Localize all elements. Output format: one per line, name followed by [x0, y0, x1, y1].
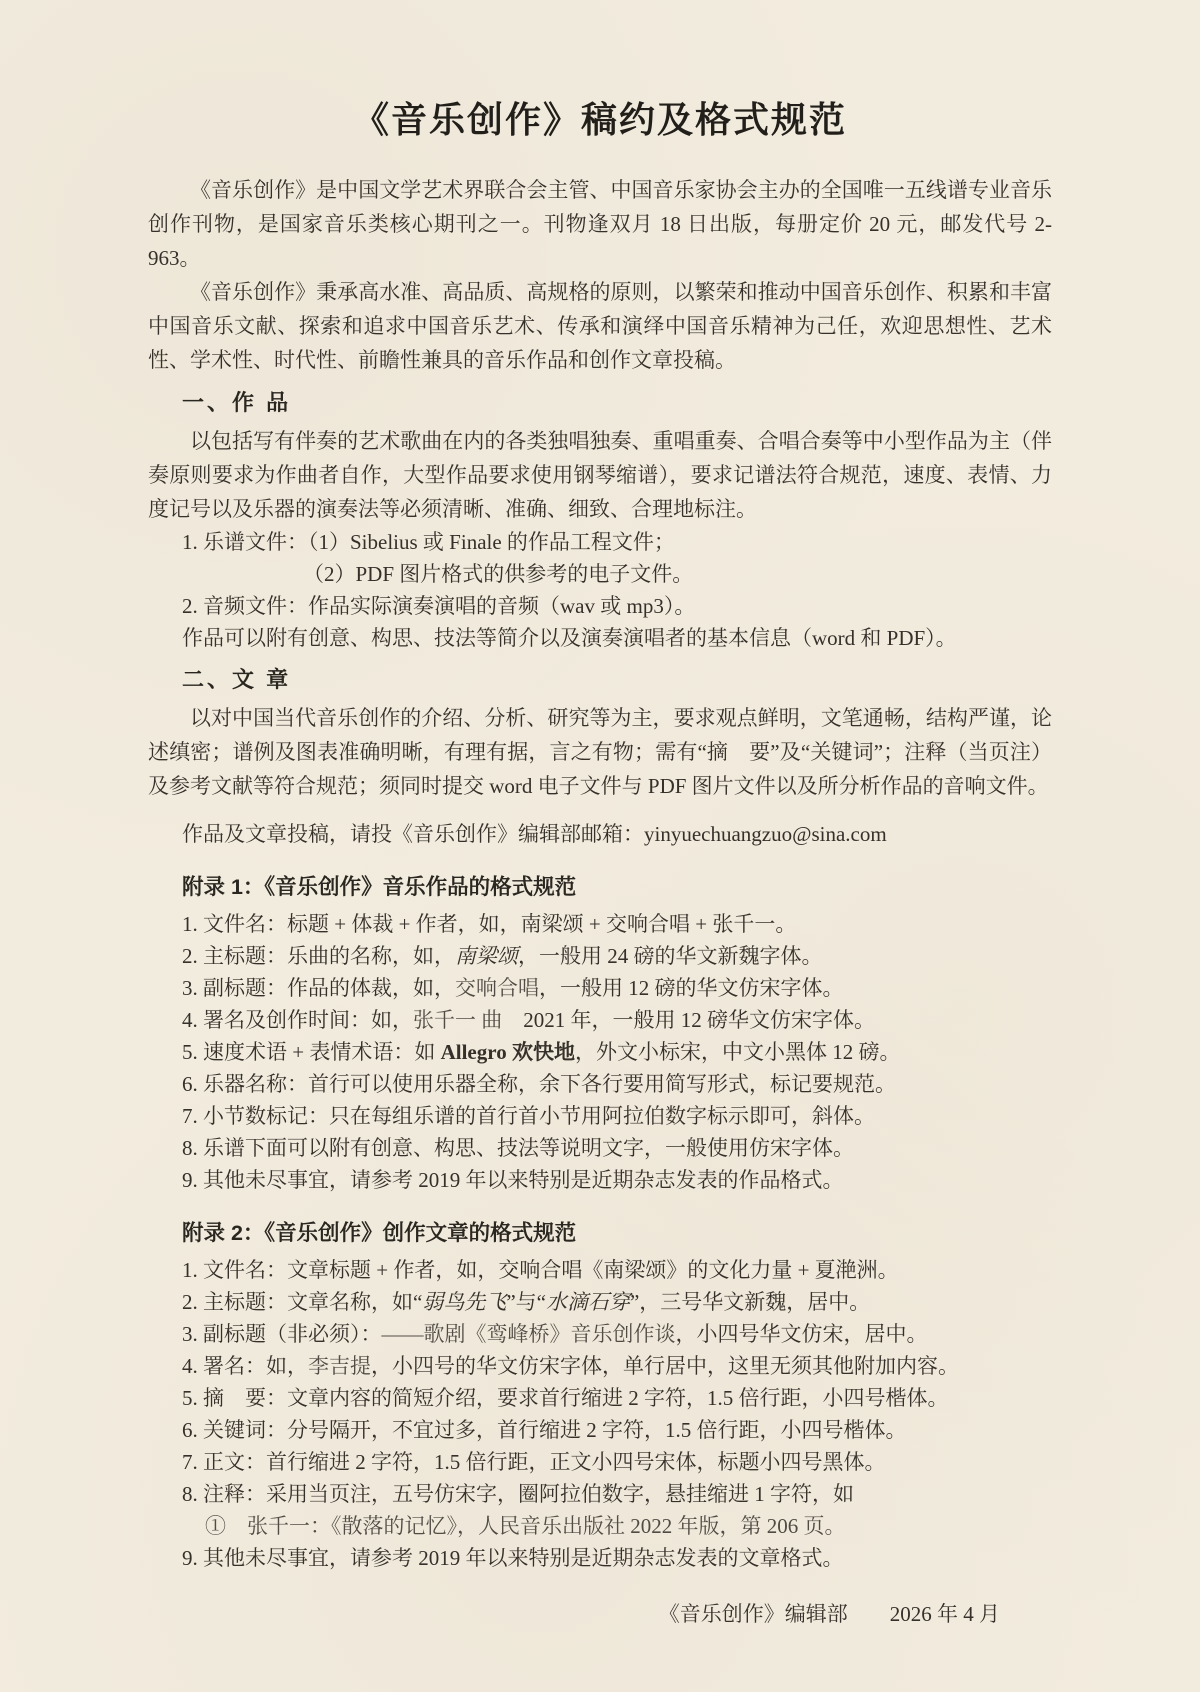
appendix-2-item: 6. 关键词：分号隔开，不宜过多，首行缩进 2 字符，1.5 倍行距，小四号楷体。	[182, 1418, 907, 1442]
section-1-item-pdf-files: （2）PDF 图片格式的供参考的电子文件。	[303, 562, 694, 586]
appendix-2-item: 8. 注释：采用当页注，五号仿宋字，圈阿拉伯数字，悬挂缩进 1 字符，如	[182, 1482, 854, 1506]
intro-paragraph-1: 《音乐创作》是中国文学艺术界联合会主管、中国音乐家协会主办的全国唯一五线谱专业音乐创作刊物，是国家音乐类核心期刊之一。刊物逢双月 18 日出版，每册定价 20 元，邮发代号 2-963。	[148, 178, 1052, 270]
document-footer	[148, 1598, 1052, 1628]
appendix-1-item: 3. 副标题：作品的体裁，如，交响合唱，一般用 12 磅的华文仿宋字体。	[182, 976, 844, 1000]
appendix-2-item: 5. 摘 要：文章内容的简短介绍，要求首行缩进 2 字符，1.5 倍行距，小四号楷体。	[182, 1386, 949, 1410]
appendix-2-item: 7. 正文：首行缩进 2 字符，1.5 倍行距，正文小四号宋体，标题小四号黑体。	[182, 1450, 886, 1474]
appendix-2-item: 3. 副标题（非必须）：——歌剧《鸾峰桥》音乐创作谈，小四号华文仿宋，居中。	[182, 1322, 928, 1346]
footer-date: 2026 年 4 月	[889, 1602, 1000, 1626]
appendix-2-footnote-example: ① 张千一：《散落的记忆》，人民音乐出版社 2022 年版，第 206 页。	[205, 1514, 846, 1538]
appendix-2-heading: 附录 2：《音乐创作》创作文章的格式规范	[182, 1221, 577, 1245]
appendix-1-item: 7. 小节数标记：只在每组乐谱的首行首小节用阿拉伯数字标示即可，斜体。	[182, 1104, 875, 1128]
document-page	[0, 92, 1200, 1692]
appendix-1-item: 1. 文件名：标题 + 体裁 + 作者，如，南梁颂 + 交响合唱 + 张千一。	[182, 912, 797, 936]
section-1-item-score-files: 1. 乐谱文件：（1）Sibelius 或 Finale 的作品工程文件；	[182, 530, 675, 554]
appendix-1-item: 8. 乐谱下面可以附有创意、构思、技法等说明文字，一般使用仿宋字体。	[182, 1136, 854, 1160]
appendix-1-item: 5. 速度术语 + 表情术语：如 Allegro 欢快地，外文小标宋，中文小黑体 12 磅。	[182, 1040, 901, 1064]
intro-paragraph-2: 《音乐创作》秉承高水准、高品质、高规格的原则，以繁荣和推动中国音乐创作、积累和丰富中国音乐文献、探索和追求中国音乐艺术、传承和演绎中国音乐精神为己任，欢迎思想性、艺术性、学术性、时代性、前瞻性兼具的音乐作品和创作文章投稿。	[148, 280, 1052, 372]
section-1-item-attachments: 作品可以附有创意、构思、技法等简介以及演奏演唱者的基本信息（word 和 PDF）。	[182, 626, 957, 650]
appendix-2-item: 1. 文件名：文章标题 + 作者，如，交响合唱《南梁颂》的文化力量 + 夏滟洲。	[182, 1258, 899, 1282]
submission-email-line: 作品及文章投稿，请投《音乐创作》编辑部邮箱：yinyuechuangzuo@sina.com	[182, 822, 887, 846]
section-1-item-audio-files: 2. 音频文件：作品实际演奏演唱的音频（wav 或 mp3）。	[182, 594, 696, 618]
section-1-paragraph: 以包括写有伴奏的艺术歌曲在内的各类独唱独奏、重唱重奏、合唱合奏等中小型作品为主（伴奏原则要求为作曲者自作，大型作品要求使用钢琴缩谱），要求记谱法符合规范，速度、表情、力度记号以及乐器的演奏法等必须清晰、准确、细致、合理地标注。	[148, 429, 1052, 521]
appendix-2-item: 2. 主标题：文章名称，如“弱鸟先飞”与“水滴石穿”，三号华文新魏，居中。	[182, 1290, 871, 1314]
section-2-heading: 二、文 章	[182, 667, 292, 692]
appendix-1-heading: 附录 1：《音乐创作》音乐作品的格式规范	[182, 875, 577, 899]
appendix-2-item: 9. 其他未尽事宜，请参考 2019 年以来特别是近期杂志发表的文章格式。	[182, 1546, 844, 1570]
appendix-1-item: 4. 署名及创作时间：如，张千一 曲 2021 年，一般用 12 磅华文仿宋字体。	[182, 1008, 875, 1032]
appendix-1-item: 9. 其他未尽事宜，请参考 2019 年以来特别是近期杂志发表的作品格式。	[182, 1168, 844, 1192]
footer-editorial-dept: 《音乐创作》编辑部	[658, 1602, 848, 1626]
section-2-paragraph: 以对中国当代音乐创作的介绍、分析、研究等为主，要求观点鲜明，文笔通畅，结构严谨，论述缜密；谱例及图表准确明晰，有理有据，言之有物；需有“摘 要”及“关键词”；注释（当页注）及参考文献等符合规范；须同时提交 word 电子文件与 PDF 图片文件以及所分析作品的音响文件。	[148, 706, 1052, 798]
appendix-1-item: 2. 主标题：乐曲的名称，如，南梁颂，一般用 24 磅的华文新魏字体。	[182, 944, 823, 968]
page-title: 《音乐创作》稿约及格式规范	[352, 100, 847, 140]
appendix-1-item: 6. 乐器名称：首行可以使用乐器全称，余下各行要用简写形式，标记要规范。	[182, 1072, 896, 1096]
section-1-heading: 一、作 品	[182, 390, 292, 415]
appendix-2-item: 4. 署名：如，李吉提，小四号的华文仿宋字体，单行居中，这里无须其他附加内容。	[182, 1354, 959, 1378]
